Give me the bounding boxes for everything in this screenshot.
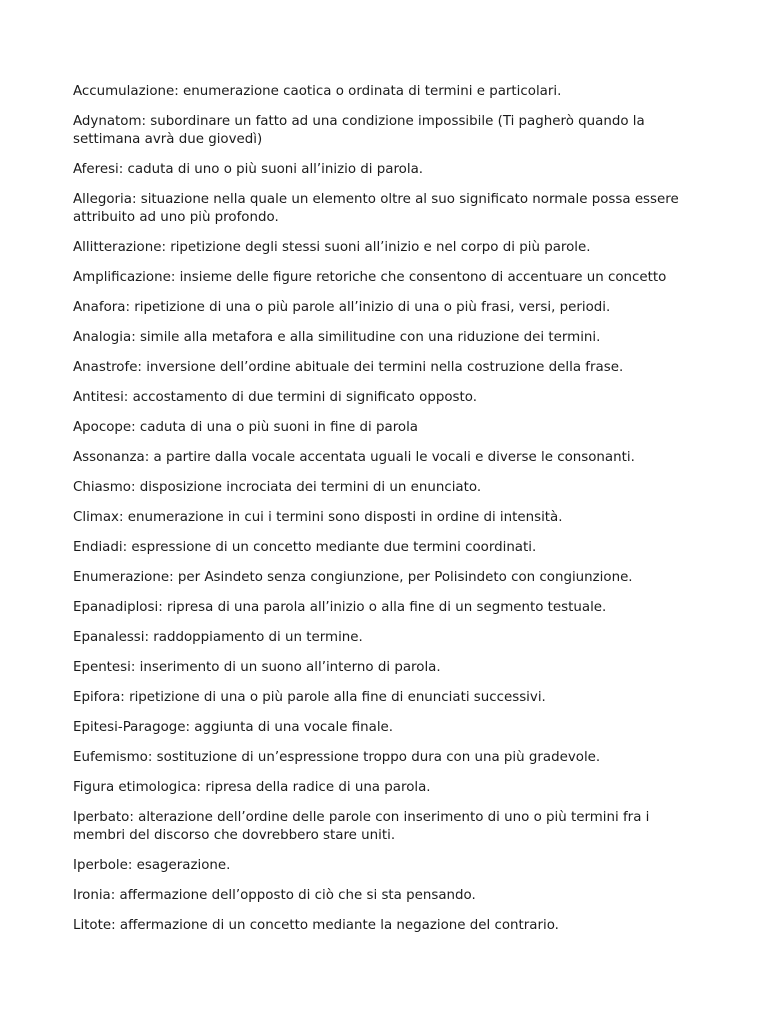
definition-amplificazione: Amplificazione: insieme delle figure retoriche che consentono di accentuare un concetto [73,270,667,285]
definition-climax: Climax: enumerazione in cui i termini sono disposti in ordine di intensità. [73,510,563,525]
definition-assonanza: Assonanza: a partire dalla vocale accentata uguali le vocali e diverse le consonanti. [73,450,635,465]
definition-anafora: Anafora: ripetizione di una o più parole all’inizio di una o più frasi, versi, periodi. [73,300,611,315]
definition-adynatom: Adynatom: subordinare un fatto ad una condizione impossibile (Ti pagherò quando la settimana avrà due giovedì) [73,114,645,147]
definition-epanalessi: Epanalessi: raddoppiamento di un termine. [73,630,363,645]
definition-epentesi: Epentesi: inserimento di un suono all’interno di parola. [73,660,441,675]
definition-analogia: Analogia: simile alla metafora e alla similitudine con una riduzione dei termini. [73,330,601,345]
definition-allitterazione: Allitterazione: ripetizione degli stessi suoni all’inizio e nel corpo di più parole. [73,240,591,255]
definition-epitesi-paragoge: Epitesi-Paragoge: aggiunta di una vocale finale. [73,720,394,735]
definition-eufemismo: Eufemismo: sostituzione di un’espressione troppo dura con una più gradevole. [73,750,601,765]
definition-accumulazione: Accumulazione: enumerazione caotica o ordinata di termini e particolari. [73,84,562,99]
definition-epanadiplosi: Epanadiplosi: ripresa di una parola all’inizio o alla fine di un segmento testuale. [73,600,607,615]
document-page [73,83,703,947]
definition-ironia: Ironia: affermazione dell’opposto di ciò che si sta pensando. [73,888,476,903]
definition-chiasmo: Chiasmo: disposizione incrociata dei termini di un enunciato. [73,480,482,495]
definition-apocope: Apocope: caduta di una o più suoni in fine di parola [73,420,419,435]
definition-anastrofe: Anastrofe: inversione dell’ordine abituale dei termini nella costruzione della frase. [73,360,624,375]
definition-iperbole: Iperbole: esagerazione. [73,858,231,873]
definition-enumerazione: Enumerazione: per Asindeto senza congiunzione, per Polisindeto con congiunzione. [73,570,633,585]
definition-litote: Litote: affermazione di un concetto mediante la negazione del contrario. [73,918,559,933]
definition-endiadi: Endiadi: espressione di un concetto mediante due termini coordinati. [73,540,537,555]
definition-iperbato: Iperbato: alterazione dell’ordine delle parole con inserimento di uno o più termini fra i membri del discorso che dovrebbero stare uniti. [73,810,650,843]
definition-epifora: Epifora: ripetizione di una o più parole alla fine di enunciati successivi. [73,690,546,705]
definition-figura-etimologica: Figura etimologica: ripresa della radice di una parola. [73,780,431,795]
definition-allegoria: Allegoria: situazione nella quale un elemento oltre al suo significato normale possa essere attribuito ad uno più profondo. [73,192,679,225]
definition-antitesi: Antitesi: accostamento di due termini di significato opposto. [73,390,477,405]
definition-aferesi: Aferesi: caduta di uno o più suoni all’inizio di parola. [73,162,424,177]
